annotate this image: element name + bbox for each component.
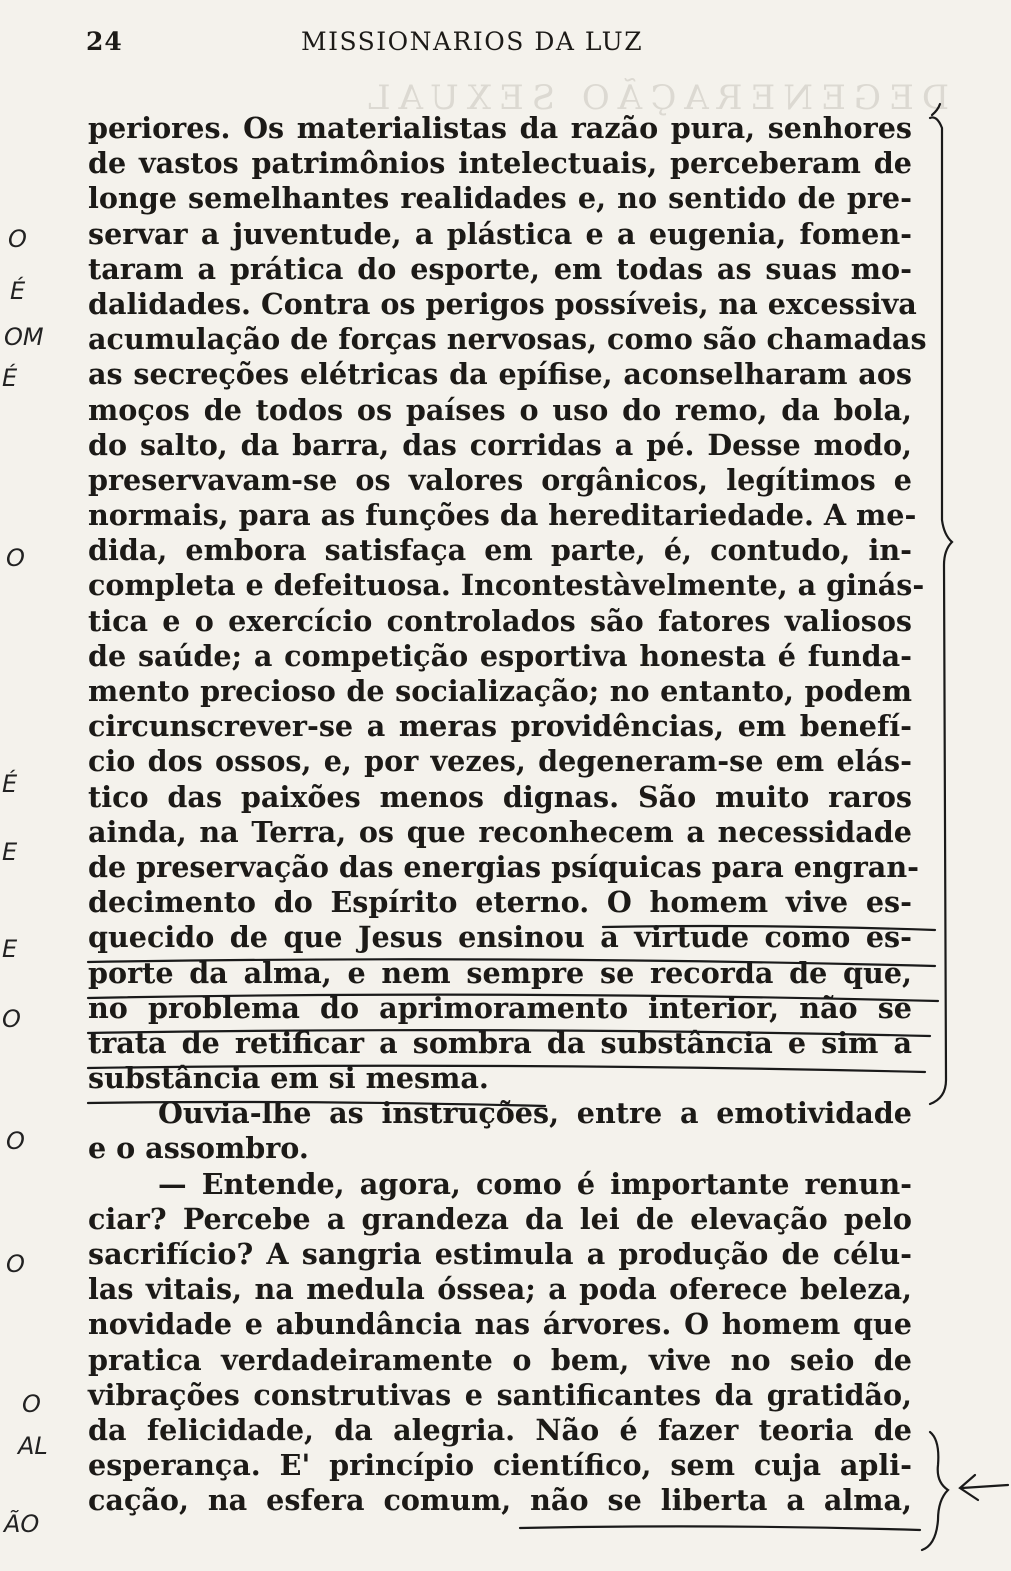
text-line: no problema do aprimoramento interior, não se bbox=[88, 990, 912, 1025]
text-line: taram a prática do esporte, em todas as suas mo- bbox=[88, 251, 912, 286]
text-line: las vitais, na medula óssea; a poda oferece beleza, bbox=[88, 1272, 912, 1307]
underline-mark bbox=[88, 1030, 930, 1036]
text-line: esperança. E' princípio científico, sem cuja apli- bbox=[88, 1448, 912, 1483]
text-line: servar a juventude, a plástica e a eugenia, fomen- bbox=[88, 216, 912, 251]
margin-note: O bbox=[2, 1005, 21, 1033]
margin-note: É bbox=[2, 364, 18, 392]
margin-note: O bbox=[6, 1127, 25, 1155]
text-line: de preservação das energias psíquicas para engran- bbox=[88, 849, 919, 884]
margin-note: E bbox=[2, 935, 18, 963]
text-line: longe semelhantes realidades e, no sentido de pre- bbox=[88, 181, 912, 216]
underline-mark bbox=[603, 926, 935, 930]
text-line: tico das paixões menos dignas. São muito raros bbox=[88, 779, 912, 814]
margin-note: E bbox=[2, 838, 18, 866]
margin-note: É bbox=[2, 770, 18, 798]
arrow-icon bbox=[960, 1475, 1008, 1500]
text-line: quecido de que Jesus ensinou a virtude como es- bbox=[88, 920, 912, 955]
text-line: completa e defeituosa. Incontestàvelmente, a ginás- bbox=[88, 568, 925, 603]
text-line: cação, na esfera comum, não se liberta a alma, bbox=[88, 1483, 912, 1518]
text-line: da felicidade, da alegria. Não é fazer teoria de bbox=[88, 1412, 912, 1447]
text-line: cio dos ossos, e, por vezes, degeneram-se em elás- bbox=[88, 744, 912, 779]
margin-note: OM bbox=[4, 323, 44, 351]
text-line: circunscrever-se a meras providências, em benefí- bbox=[88, 709, 912, 744]
text-line: ainda, na Terra, os que reconhecem a necessidade bbox=[88, 814, 912, 849]
text-line: e o assombro. bbox=[88, 1131, 309, 1166]
running-title: MISSIONARIOS DA LUZ bbox=[301, 27, 644, 56]
text-line: de vastos patrimônios intelectuais, perceberam de bbox=[88, 146, 912, 181]
text-line: periores. Os materialistas da razão pura, senhores bbox=[88, 111, 912, 145]
margin-note: ÃO bbox=[4, 1510, 40, 1538]
text-line: moços de todos os países o uso do remo, da bola, bbox=[88, 392, 912, 427]
text-line: acumulação de forças nervosas, como são chamadas bbox=[88, 322, 927, 357]
side-bracket bbox=[930, 117, 952, 1104]
text-line: substância em si mesma. bbox=[88, 1061, 489, 1096]
text-line: porte da alma, e nem sempre se recorda de que, bbox=[88, 955, 912, 990]
margin-note: AL bbox=[18, 1432, 48, 1460]
text-line: Ouvia-lhe as instruções, entre a emotividade bbox=[158, 1096, 912, 1131]
underline-mark bbox=[520, 1526, 920, 1530]
text-line: as secreções elétricas da epífise, aconselharam aos bbox=[88, 357, 912, 392]
margin-note: O bbox=[8, 225, 27, 253]
page-number: 24 bbox=[86, 27, 123, 56]
margin-note: É bbox=[10, 277, 26, 305]
underline-mark bbox=[88, 959, 935, 966]
margin-note: O bbox=[6, 1250, 25, 1278]
text-line: dalidades. Contra os perigos possíveis, na excessiva bbox=[88, 286, 917, 321]
text-line: vibrações construtivas e santificantes da gratidão, bbox=[88, 1377, 912, 1412]
lower-bracket bbox=[922, 1432, 948, 1550]
show-through-text: DEGENERAÇÃO SEXUAL bbox=[360, 78, 950, 118]
underline-mark bbox=[88, 1102, 545, 1106]
text-line: tica e o exercício controlados são fatores valiosos bbox=[88, 603, 912, 638]
margin-annotations bbox=[0, 0, 80, 1571]
margin-note: O bbox=[6, 544, 25, 572]
text-line: mento precioso de socialização; no entanto, podem bbox=[88, 674, 912, 708]
text-line: trata de retificar a sombra da substância e sim a bbox=[88, 1025, 912, 1060]
text-line: do salto, da barra, das corridas a pé. Desse modo, bbox=[88, 427, 912, 462]
corner-tick bbox=[932, 104, 940, 115]
text-line: sacrifício? A sangria estimula a produção de célu- bbox=[88, 1237, 912, 1271]
text-line: — Entende, agora, como é importante renun- bbox=[158, 1166, 912, 1201]
underline-mark bbox=[88, 995, 938, 1001]
text-line: novidade e abundância nas árvores. O homem que bbox=[88, 1307, 912, 1342]
text-line: pratica verdadeiramente o bem, vive no seio de bbox=[88, 1342, 912, 1377]
text-line: de saúde; a competição esportiva honesta é funda- bbox=[88, 638, 912, 673]
text-line: preservavam-se os valores orgânicos, legítimos e bbox=[88, 462, 912, 497]
text-line: normais, para as funções da hereditariedade. A me- bbox=[88, 498, 917, 533]
text-line: decimento do Espírito eterno. O homem vive es- bbox=[88, 885, 912, 920]
underline-mark bbox=[88, 1066, 925, 1072]
margin-note: O bbox=[22, 1390, 41, 1418]
text-line: dida, embora satisfaça em parte, é, contudo, in- bbox=[88, 533, 912, 568]
text-line: ciar? Percebe a grandeza da lei de elevação pelo bbox=[88, 1201, 912, 1236]
